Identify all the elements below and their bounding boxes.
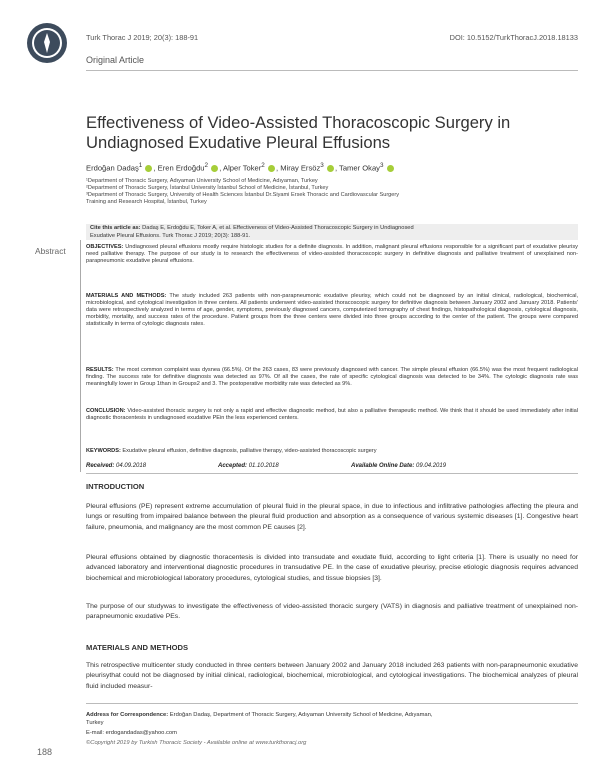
footer-divider [86,703,578,704]
copyright: ©Copyright 2019 by Turkish Thoracic Society - Available online at www.turkthoracj.org [86,740,307,746]
orcid-icon[interactable] [211,165,218,172]
orcid-icon[interactable] [387,165,394,172]
affiliation: ³Department of Thoracic Surgery, University of Health Sciences İstanbul Dr.Siyami Ersek Thoracic and Cardiovascular Surgery [86,192,400,198]
dates-divider [86,473,578,474]
online-date: Available Online Date: 09.04.2019 [351,463,447,469]
journal-citation: Turk Thorac J 2019; 20(3): 188-91 [86,33,199,42]
section-heading-introduction: INTRODUCTION [86,482,145,491]
intro-paragraph: Pleural effusions obtained by diagnostic thoracentesis is divided into transudate and exudate fluid, according to light criteria [1]. There is usually no need for advanced laboratory and interventional diagnostic procedures in transudative PE. In the case of exudative pleurisy, precise etiologic diagnosis requires advanced biochemical and microbiological laboratory procedures, cytological studies, and tissue biopsies [3]. [86,554,578,582]
abstract-keywords: KEYWORDS: Exudative pleural effusion, definitive diagnosis, palliative therapy, video-assisted thoracoscopic surgery [86,448,377,454]
author-list: Erdoğan Dadaş$^1$ , Eren Erdoğdu$^2$ , Alper Toker$^2$ , Miray Ersöz$^3$ , Tamer Okay$^3$ [86,162,395,173]
correspondence-country: Turkey [86,720,104,726]
methods-paragraph: This retrospective multicenter study conducted in three centers between January 2002 and January 2018 included 263 patients with non-parapneumonic exudative pleurisythat could not be diagnosed by initial clinical, radiological, biochemical, microbiological, and cytological investigations. The biochemical analyzes of pleural fluid included measur- [86,662,578,690]
intro-paragraph: Pleural effusions (PE) represent extreme accumulation of pleural fluid in the pleural space, in due to infectious and infiltrative pathologies affecting the pleura and lungs or resulting from impaired balance between the pleural fluid production and absorption as a consequence of various systemic diseases [1]. Congestive heart failure, pneumonia, and malignancy are the most common PE causes [2]. [86,503,578,531]
page-number: 188 [37,747,53,757]
abstract-results: RESULTS: The most common complaint was dysnea (66.5%). Of the 263 cases, 83 were previously diagnosed with cancer. The simple pleural effusion (66.5%) was the most frequent radiological finding. The success rate for definitive diagnosis was detected as 97%. Of all the cases, the rate of specific cytological diagnosis was detected to be 34%. The cytologic diagnosis rate was meaningfully lower in Group 1than in Groups2 and 3. The postoperative morbidity rate was detected as 9%. [86,367,578,388]
article-type: Original Article [86,55,145,65]
affiliation: ²Department of Thoracic Surgery, İstanbul University İstanbul School of Medicine, İstanbul, Turkey [86,185,329,191]
orcid-icon[interactable] [327,165,334,172]
journal-logo [26,22,68,64]
affiliation: Training and Research Hospital, İstanbul, Turkey [86,199,207,205]
author-name: Erdoğan Dadaş [86,163,139,173]
author-name: Eren Erdoğdu [157,163,205,173]
abstract-label: Abstract [35,246,66,256]
author-name: Miray Ersöz [280,163,321,173]
abstract-objectives: OBJECTIVES: Undiagnosed pleural effusions mostly require histologic studies for a definite diagnosis. In addition, malignant pleural effusions responsible for a significant part of exudative pleurisy need palliative therapy. The purpose of our study is to research the effectiveness of video-assisted thoracoscopic surgery in definitive diagnosis and palliative treatment of unexplained non-parapneumonic exudative pleural effusions. [86,244,578,265]
affiliation: ¹Department of Thoracic Surgery, Adıyaman University School of Medicine, Adıyaman, Turkey [86,178,318,184]
abstract-conclusion: CONCLUSION: Video-assisted thoracic surgery is not only a rapid and effective diagnostic method, but also a palliative therapeutic method. We think that it should be used immediately after initial diagnostic thoracentesis in undiagnosed exudative PEin the less experienced centers. [86,408,578,422]
correspondence-email[interactable]: E-mail: erdogandadas@yahoo.com [86,730,177,736]
accepted-date: Accepted: 01.10.2018 [218,463,279,469]
cite-box: Cite this article as: Dadaş E, Erdoğdu E, Toker A, et al. Effectiveness of Video-Assisted Thoracoscopic Surgery in Undiagnosed Exudative Pleural Effusions. Turk Thorac J 2019; 20(3): 188-91. [86,224,578,240]
correspondence: Address for Correspondence: Erdoğan Dadaş, Department of Thoracic Surgery, Adıyaman University School of Medicine, Adıyaman, [86,712,433,718]
article-title: Effectiveness of Video-Assisted Thoracoscopic Surgery in Undiagnosed Exudative Pleural Effusions [86,113,511,152]
author-name: Tamer Okay [339,163,380,173]
header-divider [86,70,578,71]
orcid-icon[interactable] [268,165,275,172]
intro-paragraph: The purpose of our studywas to investigate the effectiveness of video-assisted thoracic surgery (VATS) in diagnosis and palliative treatment of unexplained non-parapneumonic exudative PEs. [86,603,578,621]
received-date: Received: 04.09.2018 [86,463,147,469]
abstract-methods: MATERIALS AND METHODS: The study included 263 patients with non-parapneumonic exudative pleurisy, which could not be diagnosed by an initial clinical, radiological, biochemical, microbiological, and cytological investigation in three centers. All patients underwent video-assisted thoracoscopic surgery for definitive diagnosis between January 2002 and January 2018. Patients' data were retrospectively analyzed in terms of age, gender, symptoms, previously diagnosed cancers, computerized tomography of chest findings, histopathological diagnosis, cytological diagnosis, morbidity, mortality, and success rates of the procedure. Patient groups from the three centers were divided into three groups according to the center of the patient. The groups were compared statistically in terms of cytologic diagnosis rates. [86,293,579,328]
doi[interactable]: DOI: 10.5152/TurkThoracJ.2018.18133 [449,33,578,42]
author-name: Alper Toker [223,163,262,173]
section-heading-methods: MATERIALS AND METHODS [86,643,189,652]
orcid-icon[interactable] [145,165,152,172]
abstract-sidebar-line [80,240,81,472]
